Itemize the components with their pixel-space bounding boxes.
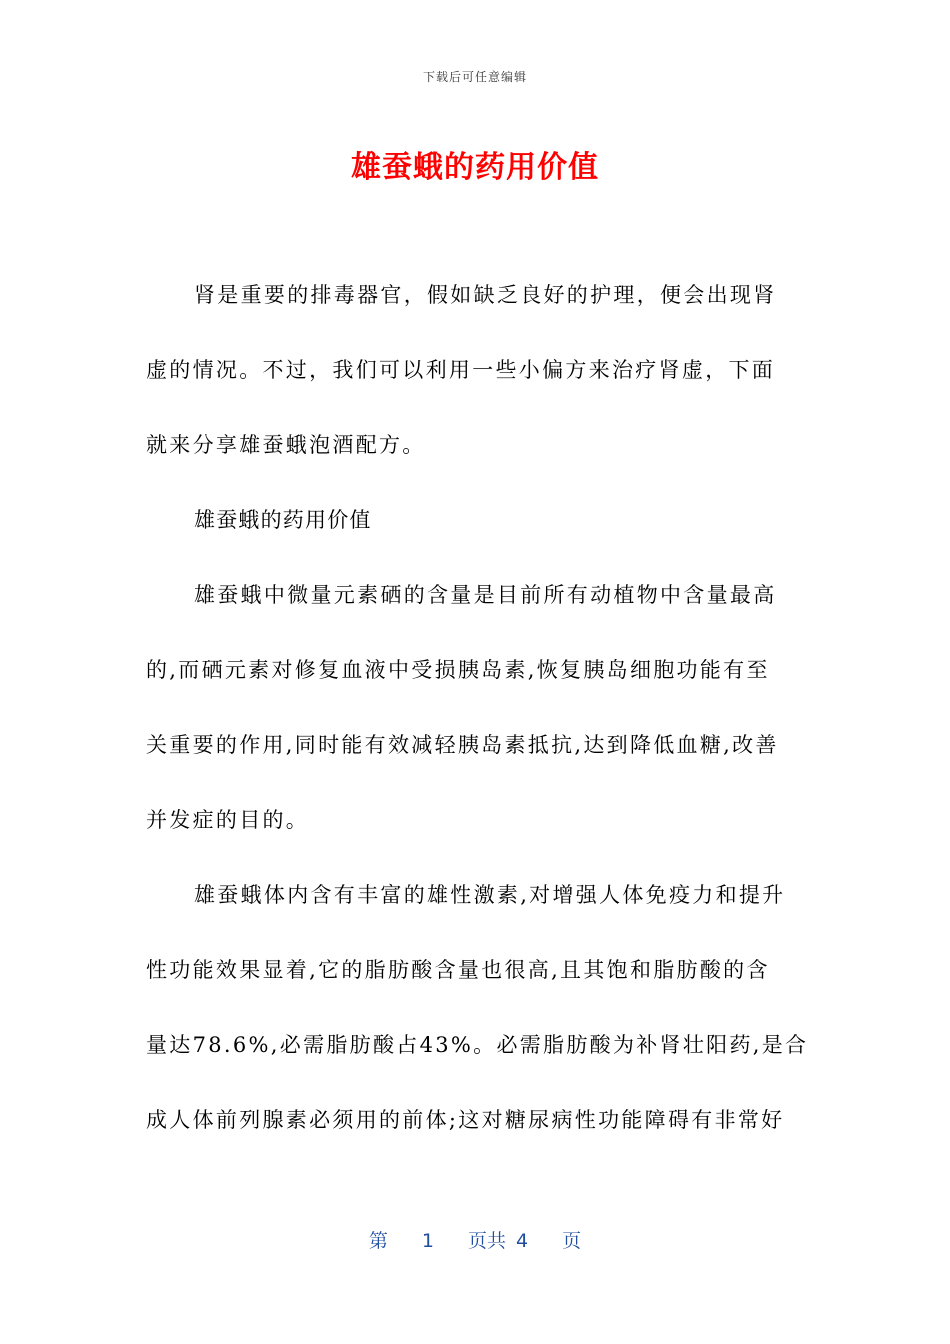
paragraph-line: 雄蚕蛾体内含有丰富的雄性激素,对增强人体免疫力和提升 [194, 883, 786, 907]
paragraph-line: 肾是重要的排毒器官，假如缺乏良好的护理，便会出现肾 [194, 283, 777, 307]
paragraph-line: 虚的情况。不过，我们可以利用一些小偏方来治疗肾虚，下面 [146, 358, 776, 382]
paragraph-line: 性功能效果显着,它的脂肪酸含量也很高,且其饱和脂肪酸的含 [146, 958, 770, 982]
page-total: 4 [516, 1230, 529, 1252]
paragraph-line: 关重要的作用,同时能有效减轻胰岛素抵抗,达到降低血糖,改善 [146, 733, 779, 757]
document-title: 雄蚕蛾的药用价值 [351, 150, 599, 185]
page-suffix: 页 [562, 1230, 582, 1252]
page-footer [0, 1226, 950, 1253]
document-body [146, 270, 809, 1170]
paragraph-line: 雄蚕蛾中微量元素硒的含量是目前所有动植物中含量最高 [194, 583, 777, 607]
paragraph-line: 并发症的目的。 [146, 808, 310, 832]
page-prefix: 第 [368, 1230, 388, 1252]
paragraph-line: 的,而硒元素对修复血液中受损胰岛素,恢复胰岛细胞功能有至 [146, 658, 770, 682]
section-heading: 雄蚕蛾的药用价值 [194, 508, 372, 532]
paragraph-line: 成人体前列腺素必须用的前体;这对糖尿病性功能障碍有非常好 [146, 1108, 785, 1132]
page-number: 1 [421, 1230, 434, 1252]
header-note: 下载后可任意编辑 [422, 70, 527, 84]
page-middle: 页共 [467, 1230, 506, 1252]
paragraph-line: 就来分享雄蚕蛾泡酒配方。 [146, 433, 426, 457]
paragraph-line: 量达78.6%,必需脂肪酸占43%。必需脂肪酸为补肾壮阳药,是合 [146, 1033, 809, 1057]
